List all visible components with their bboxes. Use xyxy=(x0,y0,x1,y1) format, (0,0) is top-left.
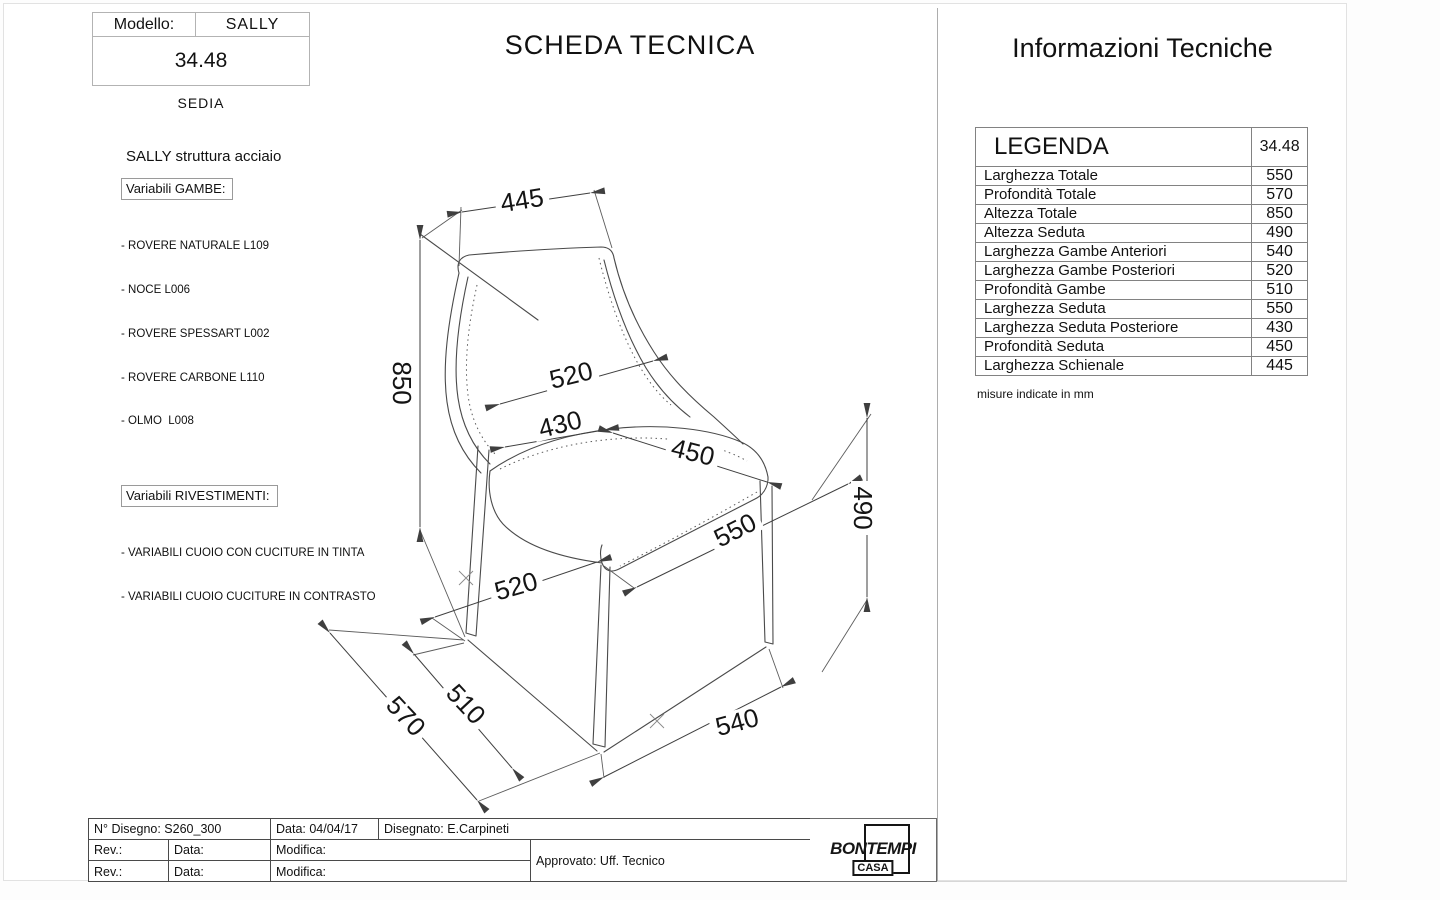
legend-value: 570 xyxy=(1252,186,1308,205)
legend-value: 550 xyxy=(1252,167,1308,186)
legend-row xyxy=(976,300,1308,319)
brand-sub: CASA xyxy=(852,860,893,876)
drawing-date: Data: 04/04/17 xyxy=(271,819,379,840)
tech-info-title: Informazioni Tecniche xyxy=(1012,33,1273,63)
legend-label: Larghezza Gambe Posteriori xyxy=(976,262,1252,281)
dim-total-depth xyxy=(377,686,436,746)
legend-title: LEGENDA xyxy=(976,128,1252,167)
legend-row xyxy=(976,262,1308,281)
legend-value: 450 xyxy=(1252,338,1308,357)
dim-seat-depth xyxy=(663,431,723,473)
model-box xyxy=(92,12,310,114)
modify-label: Modifica: xyxy=(271,840,531,861)
legs-variants-list xyxy=(121,210,421,458)
svg-text:450: 450 xyxy=(668,432,718,472)
legs-option: - ROVERE NATURALE L109 xyxy=(121,240,270,253)
legs-option: - ROVERE SPESSART L002 xyxy=(121,327,270,340)
dim-seat-width xyxy=(704,504,766,555)
legs-variants-title: Variabili GAMBE: xyxy=(121,178,233,200)
svg-text:520: 520 xyxy=(546,355,596,395)
legend-value: 490 xyxy=(1252,224,1308,243)
modify-label: Modifica: xyxy=(271,861,531,882)
dim-seat-height xyxy=(848,481,878,535)
rev-label: Rev.: xyxy=(89,840,169,861)
title-block xyxy=(88,818,811,882)
legend-label: Profondità Totale xyxy=(976,186,1252,205)
legend-label: Profondità Gambe xyxy=(976,281,1252,300)
svg-text:550: 550 xyxy=(708,506,762,554)
svg-text:570: 570 xyxy=(380,689,432,743)
legend-value: 510 xyxy=(1252,281,1308,300)
legs-option: - NOCE L006 xyxy=(121,283,191,296)
svg-text:510: 510 xyxy=(440,677,492,731)
structure-heading: SALLY struttura acciaio xyxy=(126,148,282,165)
svg-text:520: 520 xyxy=(491,565,541,607)
model-code: 34.48 xyxy=(92,37,310,86)
legend-row xyxy=(976,224,1308,243)
legend-code: 34.48 xyxy=(1252,128,1308,167)
legend-header-row xyxy=(976,128,1308,167)
upholstery-variants-title: Variabili RIVESTIMENTI: xyxy=(121,485,278,507)
model-label: Modello: xyxy=(93,13,196,36)
dim-seat-rear-width xyxy=(530,403,590,445)
legend-row xyxy=(976,205,1308,224)
legend-value: 540 xyxy=(1252,243,1308,262)
designed-by: Disegnato: E.Carpineti xyxy=(379,819,812,840)
model-name: SALLY xyxy=(225,15,280,33)
legend-label: Larghezza Gambe Anteriori xyxy=(976,243,1252,262)
panel-divider xyxy=(937,8,938,881)
variants-info xyxy=(121,148,421,634)
dim-rear-legs-width xyxy=(486,564,546,608)
chair-outline xyxy=(420,234,773,752)
legend-row xyxy=(976,357,1308,376)
legend-value: 445 xyxy=(1252,357,1308,376)
upholstery-option: - VARIABILI CUOIO CON CUCITURE IN TINTA xyxy=(121,547,365,560)
svg-text:430: 430 xyxy=(535,404,585,444)
dim-legs-depth xyxy=(437,674,496,734)
legend-label: Altezza Seduta xyxy=(976,224,1252,243)
dim-front-legs-width xyxy=(707,701,767,744)
legend-row xyxy=(976,186,1308,205)
upholstery-variants-list xyxy=(121,517,421,634)
dimension-labels xyxy=(377,181,878,746)
page-bottom-edge xyxy=(937,881,1347,882)
brand-logo-box xyxy=(810,818,937,882)
legend-row xyxy=(976,281,1308,300)
legend-value: 550 xyxy=(1252,300,1308,319)
legend-label: Altezza Totale xyxy=(976,205,1252,224)
measure-unit-note: misure indicate in mm xyxy=(977,387,1094,401)
legend-table xyxy=(975,127,1308,376)
svg-text:850: 850 xyxy=(387,361,417,405)
legs-option: - ROVERE CARBONE L110 xyxy=(121,371,265,384)
dim-back-top-width xyxy=(493,181,551,219)
date-label: Data: xyxy=(169,840,271,861)
page-title: SCHEDA TECNICA xyxy=(504,30,756,60)
approved-by: Approvato: Uff. Tecnico xyxy=(536,854,665,868)
legend-row xyxy=(976,243,1308,262)
dim-back-mid-width xyxy=(541,354,601,396)
svg-text:490: 490 xyxy=(848,486,878,530)
legend-value: 520 xyxy=(1252,262,1308,281)
legend-row xyxy=(976,167,1308,186)
legs-option: - OLMO L008 xyxy=(121,415,194,428)
legend-label: Profondità Seduta xyxy=(976,338,1252,357)
legend-label: Larghezza Schienale xyxy=(976,357,1252,376)
legend-label: Larghezza Seduta xyxy=(976,300,1252,319)
legend-label: Larghezza Totale xyxy=(976,167,1252,186)
brand-name: BONTEMPI xyxy=(830,839,916,858)
model-type: SEDIA xyxy=(177,95,225,111)
drawing-number: N° Disegno: S260_300 xyxy=(89,819,271,840)
rev-label: Rev.: xyxy=(89,861,169,882)
svg-text:445: 445 xyxy=(498,181,546,219)
svg-text:540: 540 xyxy=(712,701,762,743)
legend-value: 850 xyxy=(1252,205,1308,224)
legend-value: 430 xyxy=(1252,319,1308,338)
date-label: Data: xyxy=(169,861,271,882)
legend-row xyxy=(976,338,1308,357)
legend-label: Larghezza Seduta Posteriore xyxy=(976,319,1252,338)
legend-row xyxy=(976,319,1308,338)
upholstery-option: - VARIABILI CUOIO CUCITURE IN CONTRASTO xyxy=(121,591,376,604)
